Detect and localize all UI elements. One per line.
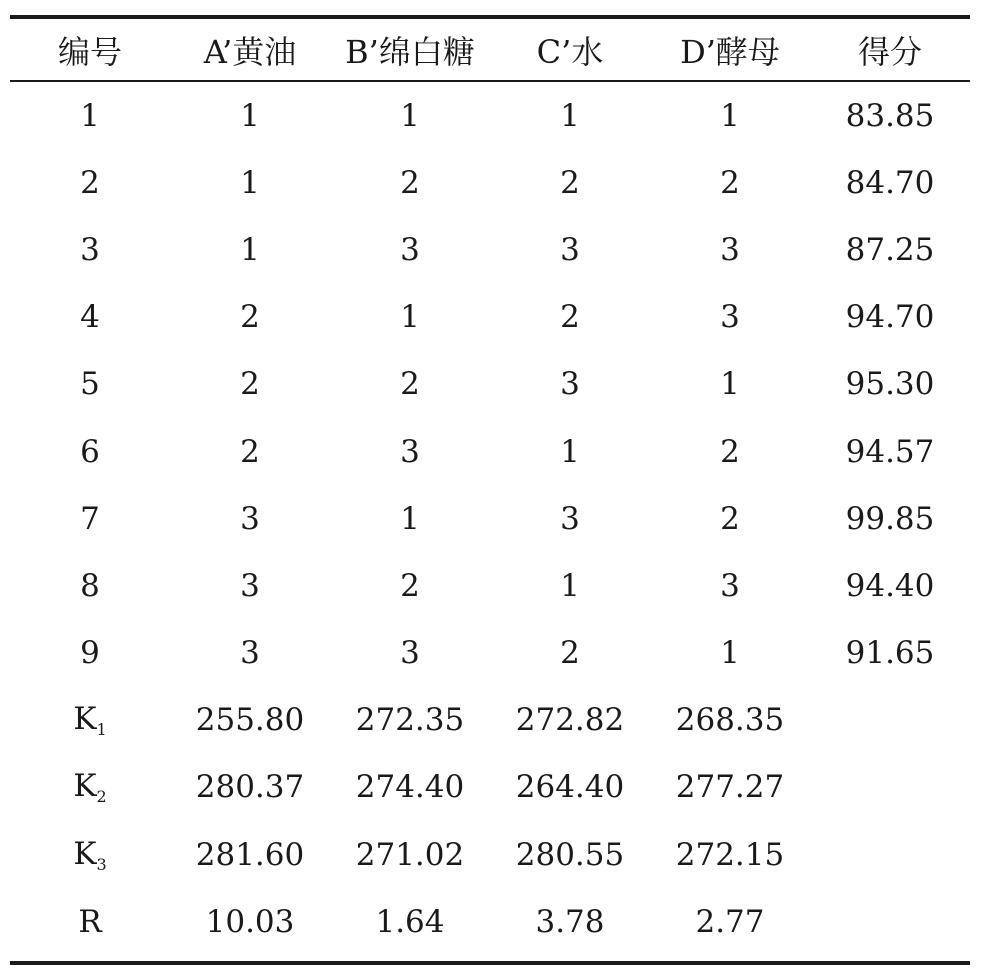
table-cell: 3 xyxy=(560,366,580,403)
table-row xyxy=(10,552,970,619)
row-label: R xyxy=(78,903,102,940)
table-cell: 3.78 xyxy=(535,903,605,940)
table-row xyxy=(10,284,970,351)
table-cell: 3 xyxy=(400,231,420,268)
table-row xyxy=(10,82,970,149)
table-cell: 1 xyxy=(720,366,740,403)
table-cell: 271.02 xyxy=(355,836,465,873)
table-cell: 272.82 xyxy=(515,702,625,739)
table-cell: 3 xyxy=(400,433,420,470)
row-label: $K_3$ xyxy=(73,835,107,874)
table-cell: 1 xyxy=(560,433,580,470)
table-cell: 3 xyxy=(560,500,580,537)
table-cell: 2 xyxy=(720,433,740,470)
table-row xyxy=(10,216,970,283)
table-cell: 1 xyxy=(720,97,740,134)
table-cell: 2 xyxy=(560,635,580,672)
table-cell: 2 xyxy=(80,164,100,201)
table-cell: 281.60 xyxy=(195,836,305,873)
table-row xyxy=(10,351,970,418)
table-cell: 3 xyxy=(400,635,420,672)
orthogonal-test-table xyxy=(10,15,970,965)
table-cell: 94.70 xyxy=(845,299,935,336)
table-cell: 87.25 xyxy=(845,231,935,268)
header-cell-sugar: B’绵白糖 xyxy=(345,32,475,71)
bottom-rule xyxy=(10,961,970,965)
header-cell-water: C’水 xyxy=(536,32,604,71)
table-cell: 7 xyxy=(80,500,100,537)
table-cell: 2 xyxy=(240,366,260,403)
table-cell: 1 xyxy=(720,635,740,672)
table-cell: 2 xyxy=(720,164,740,201)
table-cell: 83.85 xyxy=(845,97,935,134)
table-cell: 99.85 xyxy=(845,500,935,537)
table-cell: 3 xyxy=(80,231,100,268)
table-cell: 2 xyxy=(560,164,580,201)
table-cell: 280.55 xyxy=(515,836,625,873)
table-cell: 1.64 xyxy=(375,903,445,940)
table-cell: 3 xyxy=(720,299,740,336)
table-cell: 2 xyxy=(400,366,420,403)
table-cell: 5 xyxy=(80,366,100,403)
table-cell: 6 xyxy=(80,433,100,470)
table-body xyxy=(10,82,970,955)
table-cell: 94.57 xyxy=(845,433,935,470)
table-cell: 3 xyxy=(240,567,260,604)
table-cell: 1 xyxy=(240,164,260,201)
table-cell: 3 xyxy=(560,231,580,268)
table-cell: 1 xyxy=(400,97,420,134)
table-row xyxy=(10,418,970,485)
table-cell: 3 xyxy=(720,567,740,604)
header-cell-score: 得分 xyxy=(857,32,922,71)
table-cell: 255.80 xyxy=(195,702,305,739)
table-cell: 268.35 xyxy=(675,702,785,739)
table-cell: 1 xyxy=(560,567,580,604)
table-cell: 2 xyxy=(240,433,260,470)
table-cell: 3 xyxy=(720,231,740,268)
header-cell-id: 编号 xyxy=(57,32,122,71)
table-cell: 1 xyxy=(400,500,420,537)
table-cell: 272.15 xyxy=(675,836,785,873)
summary-row-k3 xyxy=(10,821,970,888)
table-cell: 274.40 xyxy=(355,769,465,806)
table-cell: 272.35 xyxy=(355,702,465,739)
table-row xyxy=(10,620,970,687)
table-cell: 2 xyxy=(720,500,740,537)
header-cell-butter: A’黄油 xyxy=(203,32,297,71)
table-row xyxy=(10,149,970,216)
row-label: $K_1$ xyxy=(73,701,107,740)
table-cell: 3 xyxy=(240,635,260,672)
table-cell: 84.70 xyxy=(845,164,935,201)
table-cell: 1 xyxy=(240,231,260,268)
table-cell: 2 xyxy=(400,164,420,201)
table-cell: 2 xyxy=(560,299,580,336)
table-cell: 94.40 xyxy=(845,567,935,604)
row-label: $K_2$ xyxy=(73,768,107,807)
table-cell: 277.27 xyxy=(675,769,785,806)
table-cell: 3 xyxy=(240,500,260,537)
table-cell: 264.40 xyxy=(515,769,625,806)
summary-row-r xyxy=(10,888,970,955)
table-cell: 1 xyxy=(240,97,260,134)
header-row xyxy=(10,19,970,80)
table-cell: 1 xyxy=(560,97,580,134)
table-cell: 95.30 xyxy=(845,366,935,403)
table-cell: 2 xyxy=(400,567,420,604)
table-cell: 9 xyxy=(80,635,100,672)
table-cell: 1 xyxy=(400,299,420,336)
table-cell: 8 xyxy=(80,567,100,604)
table-row xyxy=(10,485,970,552)
table-cell: 10.03 xyxy=(205,903,295,940)
table-cell: 2 xyxy=(240,299,260,336)
summary-row-k2 xyxy=(10,754,970,821)
table-cell: 4 xyxy=(80,299,100,336)
table-cell: 91.65 xyxy=(845,635,935,672)
table-cell: 2.77 xyxy=(695,903,765,940)
table-cell: 1 xyxy=(80,97,100,134)
table-cell: 280.37 xyxy=(195,769,305,806)
summary-row-k1 xyxy=(10,687,970,754)
header-cell-yeast: D’酵母 xyxy=(680,32,780,71)
